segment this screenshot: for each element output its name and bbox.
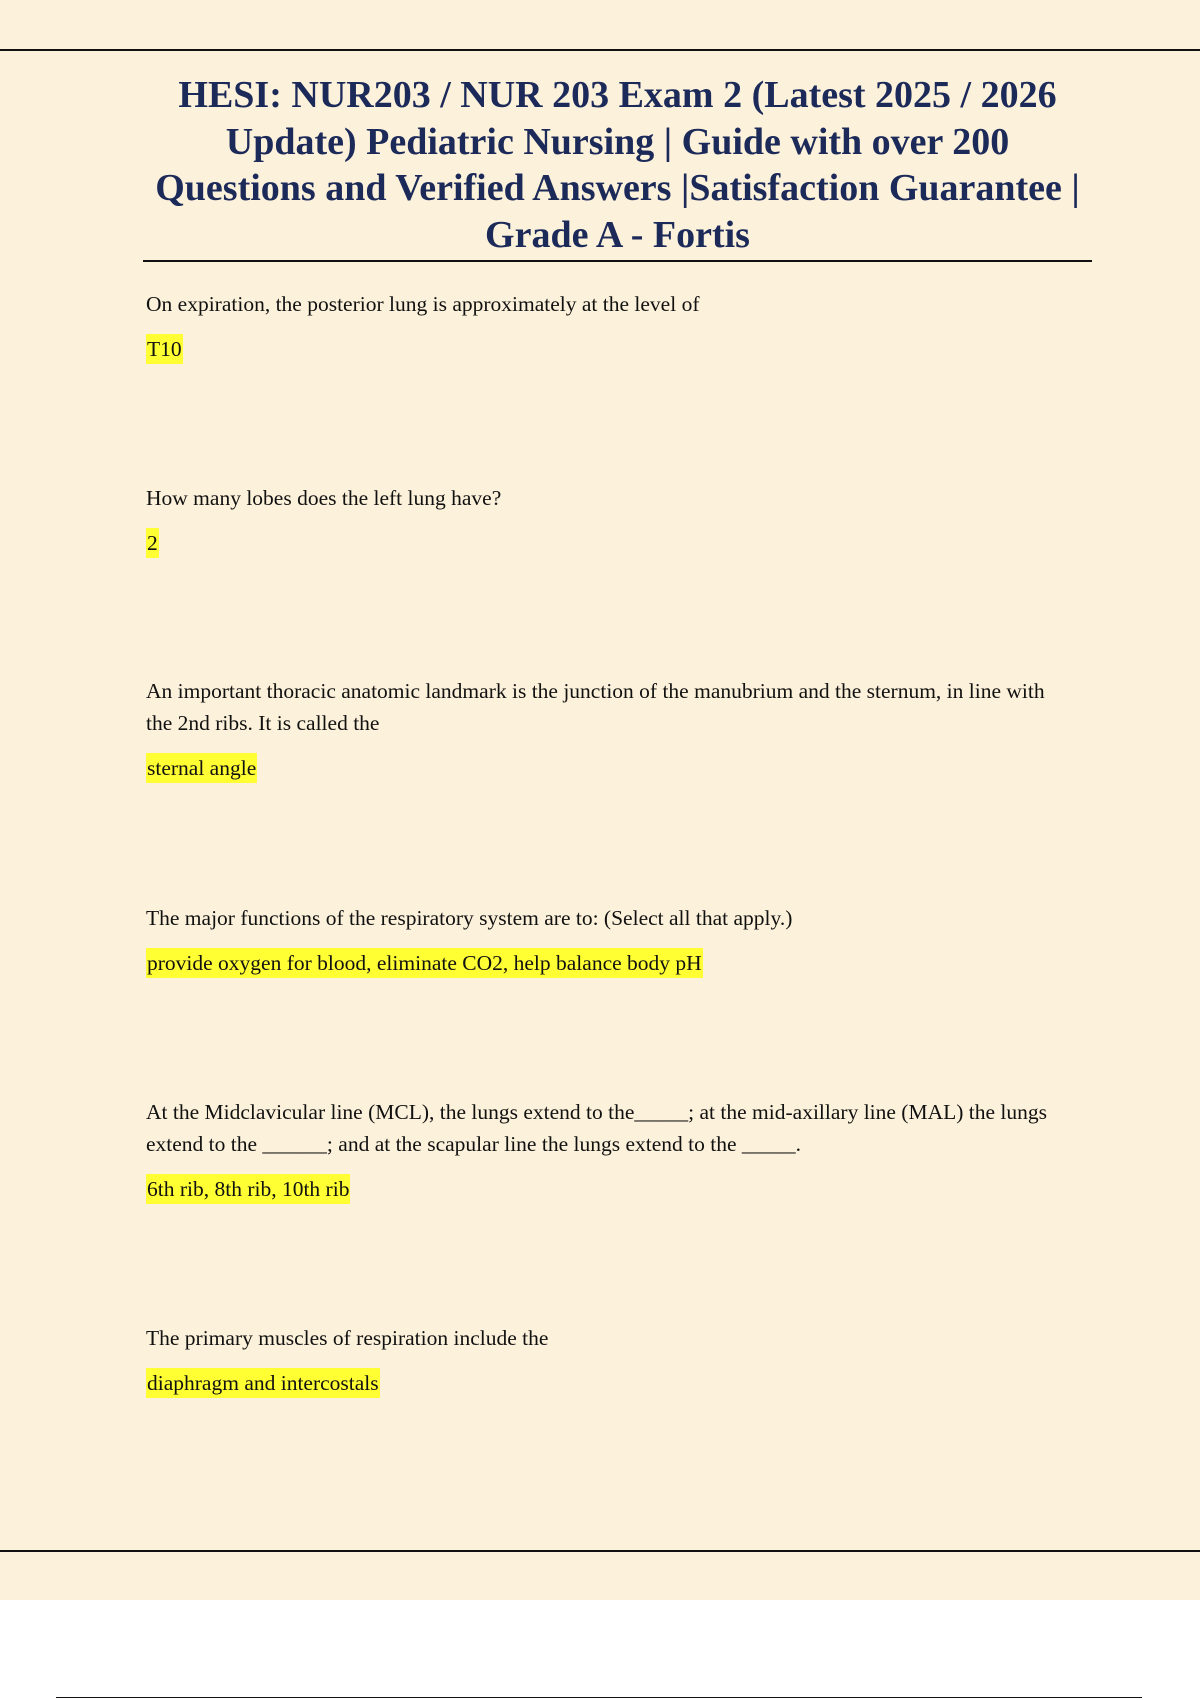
question-text: An important thoracic anatomic landmark is the junction of the manubrium and the sternum, in line with the 2nd ribs. It is called the xyxy=(146,679,1045,735)
top-divider xyxy=(0,49,1200,51)
bottom-divider xyxy=(0,1550,1200,1552)
answer-highlight: T10 xyxy=(146,334,183,364)
qa-item xyxy=(146,902,1076,978)
question-text: On expiration, the posterior lung is approximately at the level of xyxy=(146,292,700,316)
answer-highlight: diaphragm and intercostals xyxy=(146,1368,380,1398)
answer-highlight: sternal angle xyxy=(146,753,257,783)
qa-item xyxy=(146,482,1076,558)
answer-highlight: provide oxygen for blood, eliminate CO2, help balance body pH xyxy=(146,948,703,978)
next-page-divider xyxy=(56,1697,1142,1698)
qa-item xyxy=(146,288,1076,364)
title-underline xyxy=(143,260,1092,262)
question-text: The major functions of the respiratory system are to: (Select all that apply.) xyxy=(146,906,793,930)
document-title: HESI: NUR203 / NUR 203 Exam 2 (Latest 2025 / 2026 Update) Pediatric Nursing | Guide with over 200 Questions and Verified Answers |Satisfaction Guarantee | Grade A - Fortis xyxy=(155,74,1080,256)
qa-item xyxy=(146,675,1076,783)
question-text: How many lobes does the left lung have? xyxy=(146,486,502,510)
qa-item xyxy=(146,1322,1076,1398)
qa-item xyxy=(146,1096,1076,1204)
answer-highlight: 6th rib, 8th rib, 10th rib xyxy=(146,1174,350,1204)
question-text: At the Midclavicular line (MCL), the lungs extend to the_____; at the mid-axillary line (MAL) the lungs extend to the ______; and at the scapular line the lungs extend to the _____. xyxy=(146,1100,1048,1156)
question-text: The primary muscles of respiration include the xyxy=(146,1326,549,1350)
answer-highlight: 2 xyxy=(146,528,159,558)
